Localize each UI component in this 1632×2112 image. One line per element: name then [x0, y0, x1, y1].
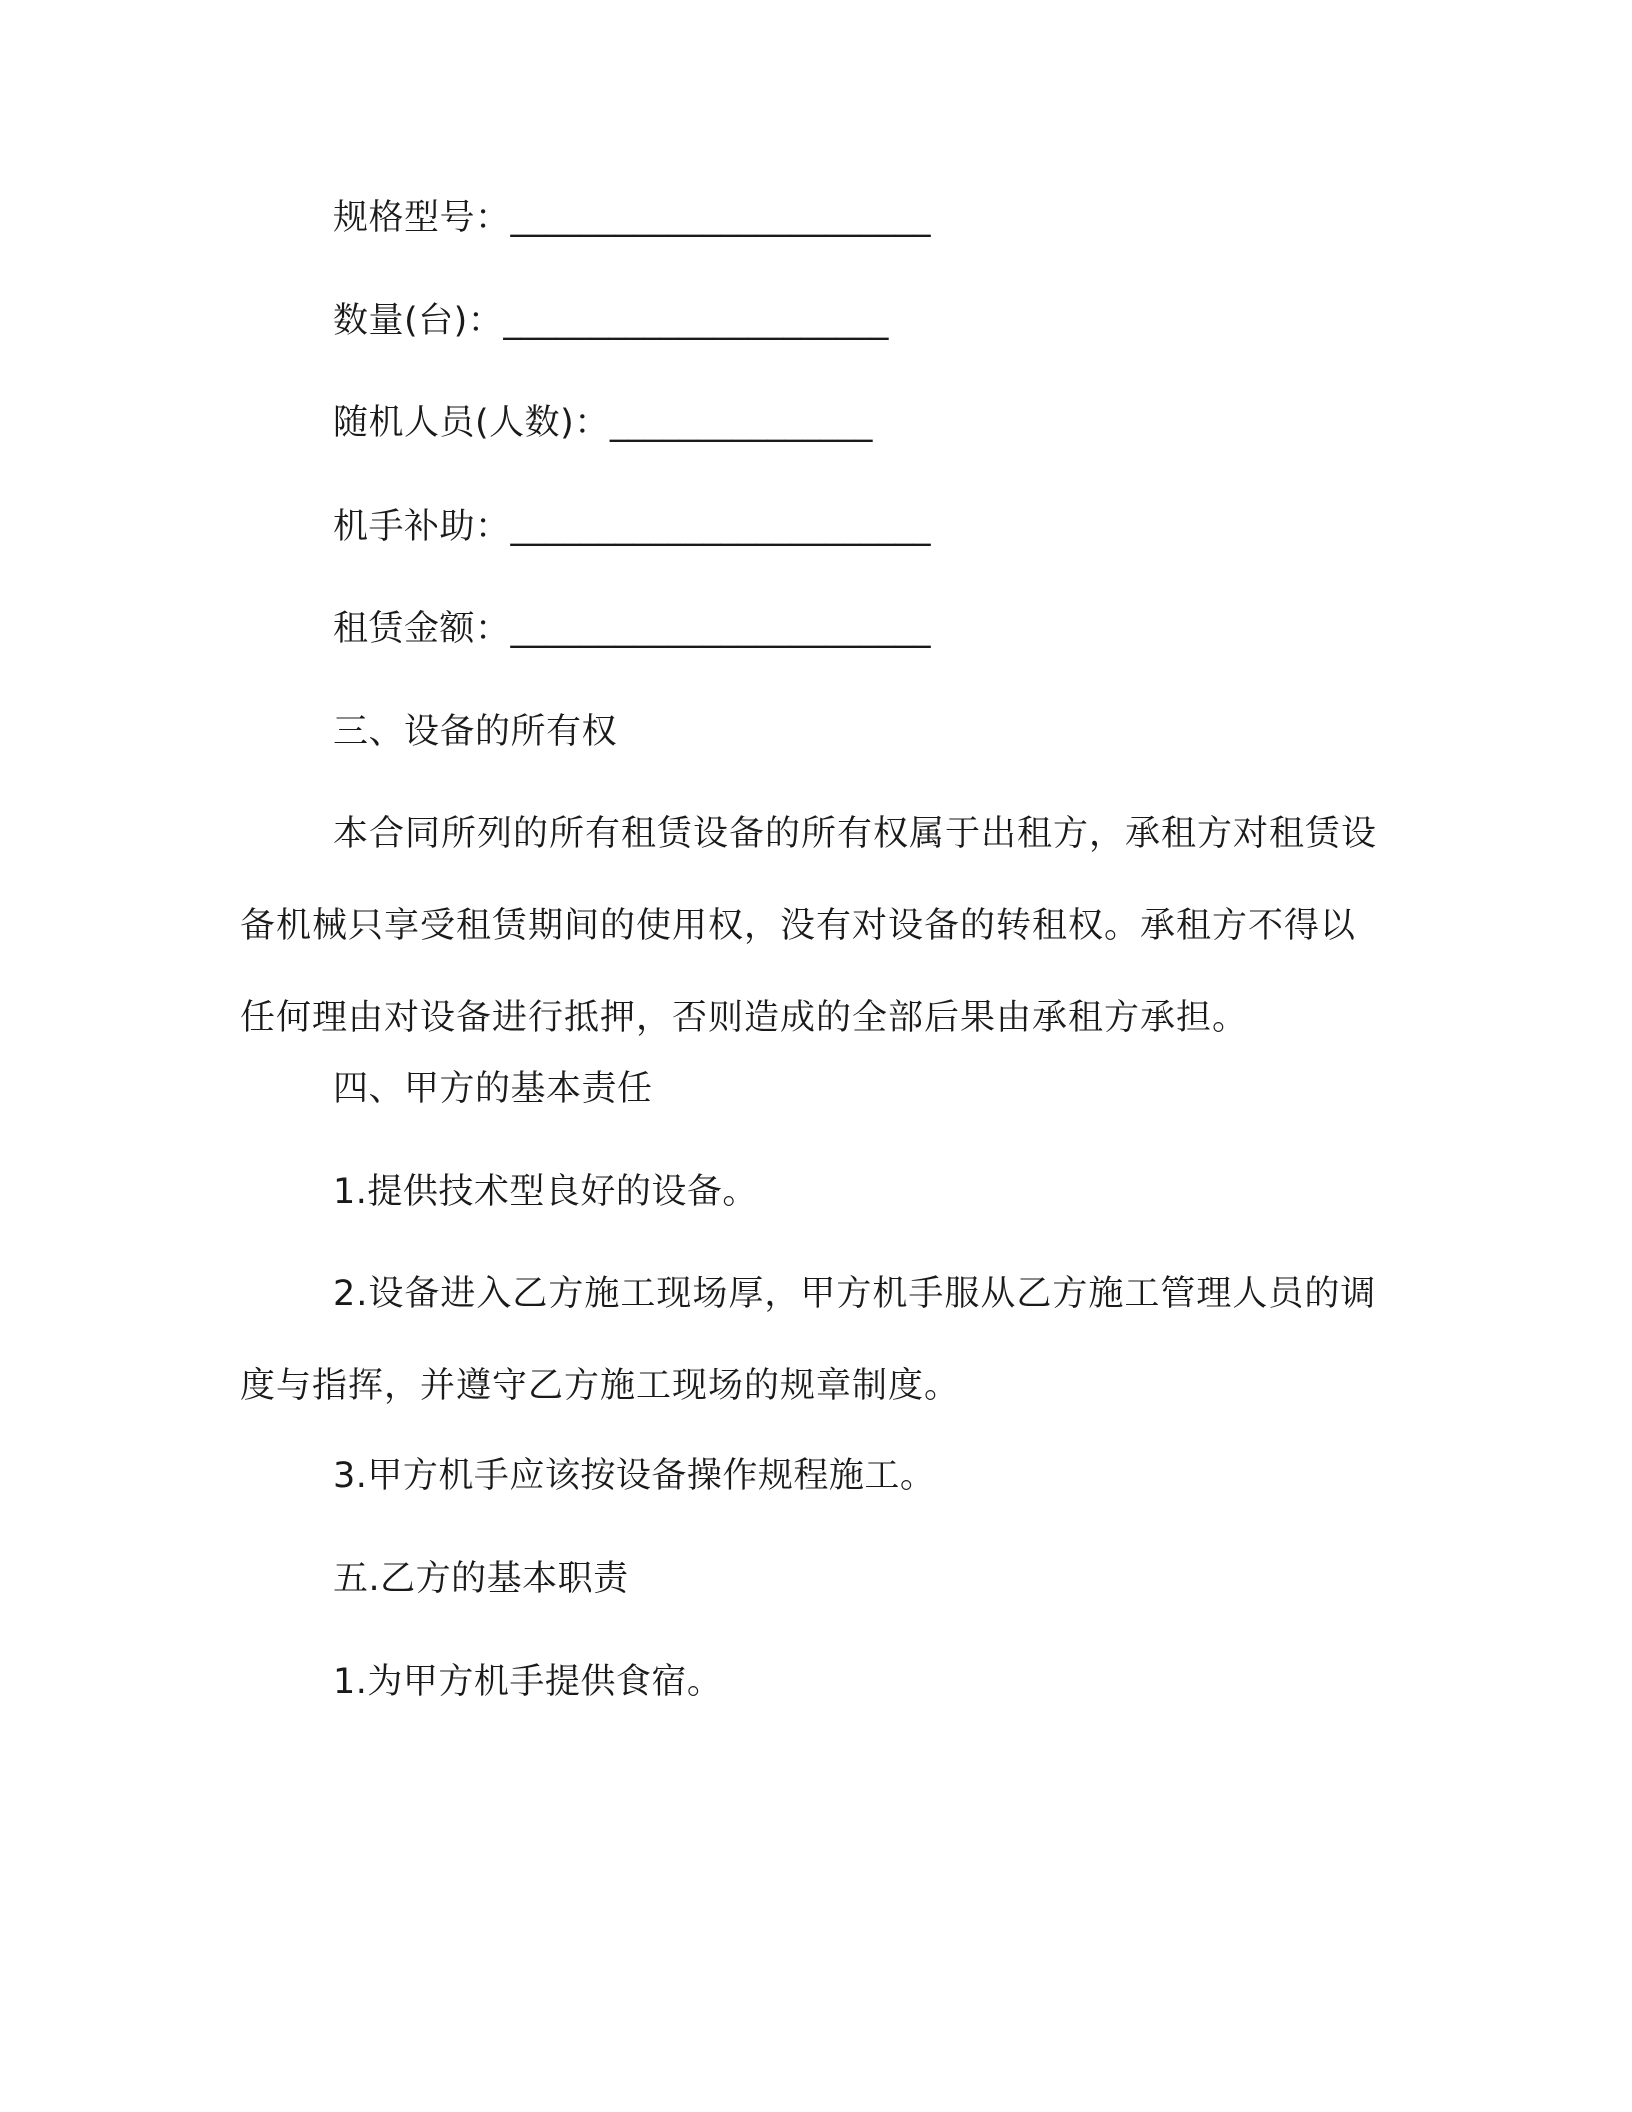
- field-label: 租赁金额：: [333, 609, 511, 649]
- field-blank: ________________________: [510, 507, 931, 547]
- ownership-paragraph: 本合同所列的所有租赁设备的所有权属于出租方，承租方对租赁设备机械只享受租赁期间的使用权，没有对设备的转租权。承租方不得以任何理由对设备进行抵押，否则造成的全部后果由承租方承担。: [240, 814, 1378, 1038]
- field-rental-amount: [333, 605, 931, 653]
- party-a-item-1: 1.提供技术型良好的设备。: [333, 1172, 758, 1212]
- field-spec-model: [333, 194, 931, 242]
- field-label: 随机人员(人数)：: [333, 403, 610, 443]
- section-heading-ownership: 三、设备的所有权: [333, 712, 618, 752]
- field-label: 数量(台)：: [333, 301, 504, 341]
- party-a-item-2: 2.设备进入乙方施工现场厚，甲方机手服从乙方施工管理人员的调度与指挥，并遵守乙方施工现场的规章制度。: [240, 1274, 1377, 1406]
- field-staff-count: [333, 399, 872, 447]
- field-label: 规格型号：: [333, 198, 511, 238]
- party-b-item-1: 1.为甲方机手提供食宿。: [333, 1662, 723, 1702]
- field-blank: ________________________: [510, 609, 931, 649]
- field-blank: ______________________: [503, 301, 889, 341]
- field-label: 机手补助：: [333, 507, 511, 547]
- section-heading-party-a: 四、甲方的基本责任: [333, 1069, 653, 1109]
- party-a-item-3: 3.甲方机手应该按设备操作规程施工。: [333, 1456, 936, 1496]
- field-quantity: [333, 297, 888, 345]
- field-blank: ________________________: [510, 198, 931, 238]
- section-heading-party-b: 五.乙方的基本职责: [333, 1559, 629, 1599]
- field-operator-subsidy: [333, 503, 931, 551]
- field-blank: _______________: [609, 403, 873, 443]
